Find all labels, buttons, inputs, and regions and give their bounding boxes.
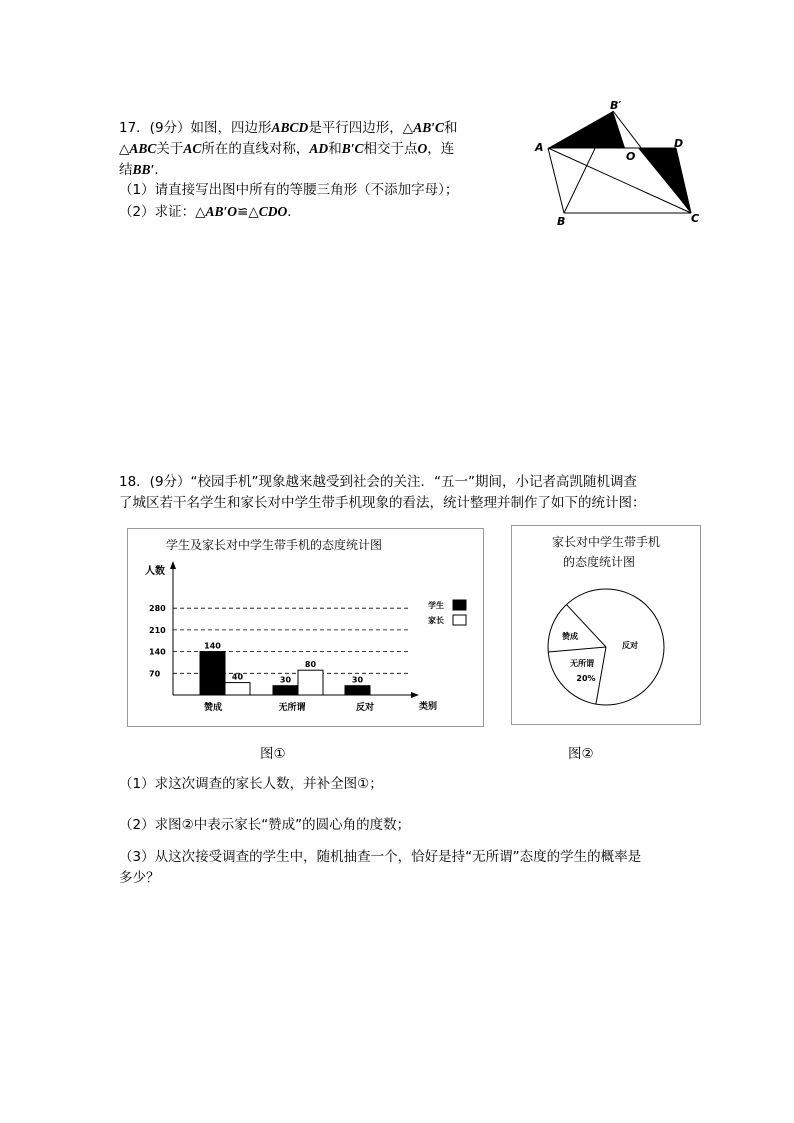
label-c: C (691, 212, 700, 225)
y-tick-label: 70 (149, 669, 161, 679)
label-d: D (674, 137, 684, 150)
bar-chart-xlabel: 类别 (419, 702, 438, 712)
bar-value-label: 30 (279, 675, 292, 685)
pie-chart (512, 526, 700, 724)
shaded-triangle-abo (548, 111, 625, 148)
q17-geometry-figure (528, 100, 708, 230)
bar-value-label: 140 (204, 641, 221, 651)
figure1-caption: 图① (260, 746, 286, 762)
segment-ab (548, 148, 564, 213)
x-category-label: 赞成 (203, 703, 223, 713)
q17-sub1: （1）请直接写出图中所有的等腰三角形（不添加字母）； (119, 182, 459, 198)
pie-slice-label-反对: 反对 (622, 641, 638, 650)
bar-value-label: 40 (231, 672, 244, 682)
label-b: B (557, 215, 566, 228)
q18-sub3-line2: 多少？ (119, 870, 160, 886)
label-a: A (535, 141, 544, 154)
bar-学生-反对 (345, 686, 370, 695)
figure2-caption: 图② (568, 746, 594, 762)
bar-学生-无所谓 (273, 686, 298, 695)
bar-学生-赞成 (200, 652, 225, 695)
pie-chart-title-line2: 的态度统计图 (562, 555, 636, 569)
pie-slice-label-赞成: 赞成 (562, 632, 578, 641)
y-tick-label: 140 (149, 647, 166, 657)
x-category-label: 反对 (355, 703, 375, 713)
q18-sub2: （2）求图②中表示家长“赞成”的圆心角的度数； (119, 817, 411, 833)
bar-家长-赞成 (225, 683, 250, 695)
bar-chart-frame (127, 528, 484, 727)
bar-家长-无所谓 (298, 670, 323, 695)
label-o: O (626, 150, 636, 163)
label-bp: B′ (610, 100, 622, 112)
q17-line1: 17．(9分）如图，四边形ABCD是平行四边形，△AB′C和 (119, 120, 458, 136)
q18-line1: 18．(9分）“校园手机”现象越来越受到社会的关注．“五一”期间，小记者高凯随机调查 (119, 474, 638, 490)
legend-swatch-家长 (453, 615, 466, 625)
x-category-label: 无所谓 (278, 703, 306, 713)
pie-chart-title-line1: 家长对中学生带手机 (551, 535, 661, 549)
q18-sub1: （1）求这次调查的家长人数，并补全图①； (119, 776, 383, 792)
pie-chart-frame (511, 525, 701, 725)
q18-line2: 了城区若干名学生和家长对中学生带手机现象的看法，统计整理并制作了如下的统计图： (119, 495, 646, 511)
q17-line2: △ABC关于AC所在的直线对称，AD和B′C相交于点O，连 (119, 141, 455, 157)
legend-label-家长: 家长 (428, 616, 444, 625)
q17-sub2: （2）求证：△AB′O≌△CDO． (119, 204, 301, 220)
bar-value-label: 30 (351, 675, 364, 685)
legend-swatch-学生 (453, 600, 466, 610)
y-axis-arrow (170, 561, 176, 569)
q17-line3: 结BB′． (119, 162, 168, 178)
bar-chart-title: 学生及家长对中学生带手机的态度统计图 (166, 538, 383, 552)
pie-slice-value-label: 20% (576, 674, 596, 683)
x-axis-arrow (411, 692, 419, 698)
bar-chart-ylabel: 人数 (145, 566, 165, 577)
q18-sub3-line1: （3）从这次接受调查的学生中，随机抽查一个，恰好是持“无所谓”态度的学生的概率是 (119, 849, 642, 865)
y-tick-label: 280 (149, 604, 166, 614)
bar-chart (128, 529, 483, 726)
legend-label-学生: 学生 (428, 601, 444, 610)
bar-value-label: 80 (304, 660, 317, 670)
y-tick-label: 210 (149, 625, 166, 635)
pie-slice-label-无所谓: 无所谓 (570, 659, 594, 668)
